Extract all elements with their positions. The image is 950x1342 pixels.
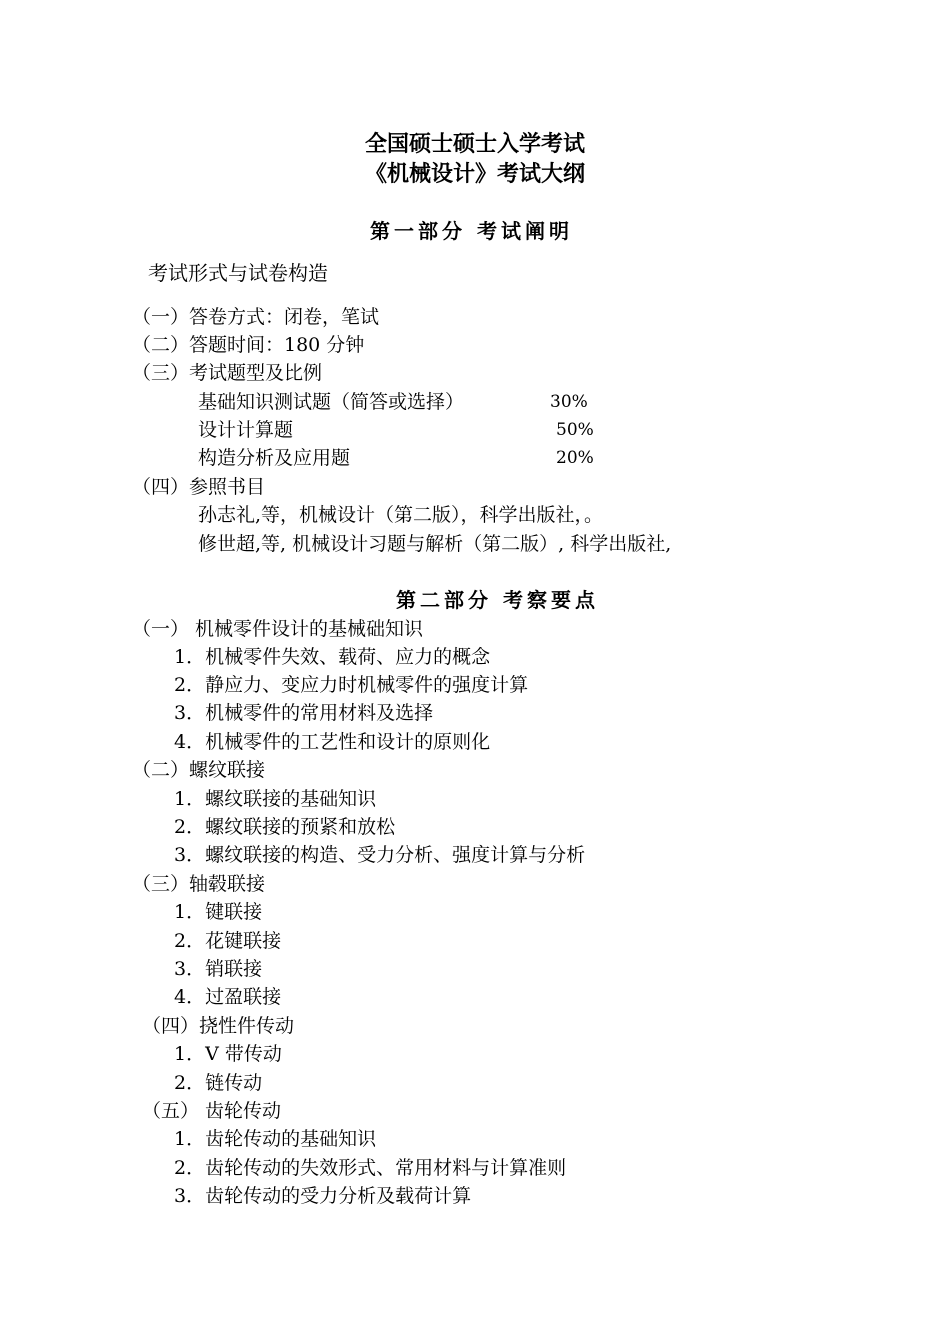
section-item: 2．螺纹联接的预紧和放松 <box>174 816 396 838</box>
books-heading: （四）参照书目 <box>132 476 266 498</box>
section-item: 1．齿轮传动的基础知识 <box>174 1128 377 1150</box>
part1-heading: 第一部分 考试阐明 <box>370 219 573 243</box>
ratio-label: 设计计算题 <box>198 419 294 441</box>
section-item: 2．静应力、变应力时机械零件的强度计算 <box>174 674 529 696</box>
section-item: 3．销联接 <box>174 958 263 980</box>
ratio-value: 20% <box>556 448 594 468</box>
section-title: （一） 机械零件设计的基械础知识 <box>132 618 424 640</box>
section-item: 2．齿轮传动的失效形式、常用材料与计算准则 <box>174 1157 567 1179</box>
part1-item: （三）考试题型及比例 <box>132 362 323 384</box>
section-item: 1．键联接 <box>174 901 263 923</box>
section-item: 3．螺纹联接的构造、受力分析、强度计算与分析 <box>174 844 586 866</box>
document-title-line1: 全国硕士硕士入学考试 <box>364 132 585 157</box>
section-title: （五） 齿轮传动 <box>142 1100 282 1122</box>
section-item: 2．花键联接 <box>174 930 282 952</box>
ratio-label: 基础知识测试题（简答或选择） <box>198 391 465 413</box>
section-item: 3．机械零件的常用材料及选择 <box>174 702 434 724</box>
section-title: （四）挠性件传动 <box>142 1015 295 1037</box>
section-item: 3．齿轮传动的受力分析及载荷计算 <box>174 1185 472 1207</box>
section-title: （二）螺纹联接 <box>132 759 266 781</box>
ratio-label: 构造分析及应用题 <box>198 447 351 469</box>
section-title: （三）轴毂联接 <box>132 873 266 895</box>
section-item: 1．V 带传动 <box>174 1043 282 1065</box>
part1-subheading: 考试形式与试卷构造 <box>148 261 328 285</box>
section-item: 4．过盈联接 <box>174 986 282 1008</box>
book-entry: 孙志礼,等，机械设计（第二版），科学出版社，。 <box>198 504 604 526</box>
part1-item: （二）答题时间：180 分钟 <box>132 334 365 356</box>
section-item: 4．机械零件的工艺性和设计的原则化 <box>174 731 491 753</box>
part2-heading: 第二部分 考察要点 <box>396 588 599 612</box>
section-item: 2．链传动 <box>174 1072 263 1094</box>
book-entry: 修世超,等, 机械设计习题与解析（第二版）, 科学出版社, <box>198 533 672 555</box>
section-item: 1．机械零件失效、载荷、应力的概念 <box>174 646 491 668</box>
document-title-line2: 《机械设计》考试大纲 <box>364 162 585 187</box>
section-item: 1．螺纹联接的基础知识 <box>174 788 377 810</box>
ratio-value: 30% <box>550 392 588 412</box>
ratio-value: 50% <box>556 420 594 440</box>
part1-item: （一）答卷方式：闭卷，笔试 <box>132 306 380 328</box>
